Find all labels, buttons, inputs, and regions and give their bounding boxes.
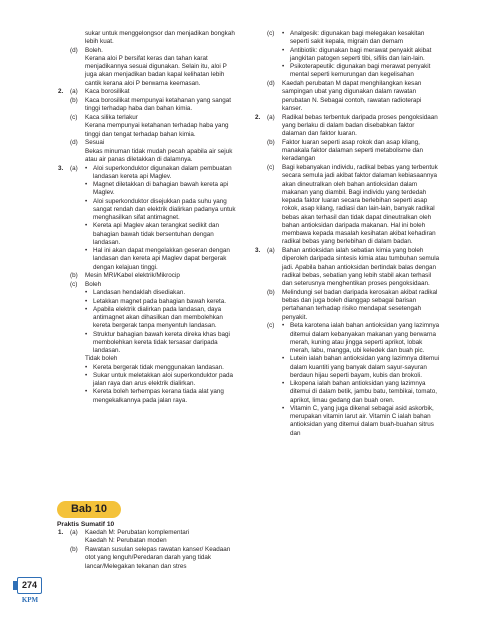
- list-item: • Likopena ialah bahan antioksidan yang lazimnya ditemui di dalam betik, jambu batu, tembikai, tomato, aprikot, limau gedang dan buah oren.: [282, 380, 440, 405]
- list-item: • Vitamin C, yang juga dikenal sebagai asid askorbik, merupakan vitamin larut air. Vitamin C ialah bahan antioksidan yang ditemui dalam buah-buahan sitrus dan: [282, 405, 440, 438]
- list-item: • Aloi superkonduktor digunakan dalam pembuatan landasan kereta api Maglev.: [85, 165, 240, 182]
- answer-3a: 3. (a) Bahan antioksidan ialah sebatian kimia yang boleh diperoleh daripada sintesis kimia atau tumbuhan semula jadi. Apabila bahan antioksidan bertindak balas dengan radikal bebas, sebatian yang lebih stabil akan terhasil dan seterusnya menghentikan proses pengoksidaan.: [255, 247, 440, 287]
- answer-2b: (b) Kaca borosilikat mempunyai ketahanan yang sangat tinggi terhadap haba dan bahan kimia.: [70, 97, 231, 113]
- answer-3b: (b) Melindungi sel badan daripada kerosakan akibat radikal bebas dan juga boleh dianggap sebagai barisan pertahanan terhadap risiko mendapat sesetengah penyakit.: [267, 288, 438, 321]
- list-item: • Hal ini akan dapat mengelakkan geseran dengan landasan dan kereta api Maglev dapat bergerak dengan kelajuan tinggi.: [85, 247, 240, 272]
- bullet-list: [282, 30, 440, 80]
- list-item: • Antibiotik: digunakan bagi merawat penyakit akibat jangkitan patogen seperti tibi, sifilis dan lain-lain.: [282, 47, 440, 64]
- answer-2c: (c) Kaca silika terlakur Kerana mempunyai ketahanan terhadap haba yang tinggi dan tengat terhadap bahan kimia.: [70, 114, 229, 138]
- answer-2a: 2. (a) Kaca borosilikat: [58, 88, 130, 96]
- list-item: • Landasan hendaklah disediakan.: [85, 289, 240, 297]
- list-item: • Analgesik: digunakan bagi melegakan kesakitan seperti sakit kepala, migrain dan demam: [282, 30, 440, 47]
- answer-1c: (c) • Analgesik: digunakan bagi melegakan kesakitan seperti sakit kepala, migrain dan demam • Antibiotik: digunakan bagi merawat penyakit akibat jangkitan patogen seperti tibi, sifilis dan lain-lain. • Psikoterapeutik: digunakan bagi merawat penyakit mental seperti kemurungan dan kegelisahan: [255, 30, 440, 80]
- left-column-section: [58, 529, 240, 571]
- answer-3c: (c) Boleh • Landasan hendaklah disediakan. • Letakkan magnet pada bahagian bawah kereta. • Apabila elektrik dialirkan pada landasan, daya antimagnet akan dihasilkan dan membolehkan kereta bergerak tanpa menyentuh landasan. • Struktur bahagian bawah kereta direka khas bagi membolehkan kereta tidak tersasar daripada landasan. Tidak boleh • Kereta bergerak tidak menggunakan landasan. • Sukar untuk meletakkan aloi superkonduktor pada jalan raya dan arus elektrik dialirkan. • Kereta boleh terhempas kerana tiada alat yang mengekalkannya pada jalan raya.: [58, 281, 240, 405]
- answer-3c: (c) • Beta karotena ialah bahan antioksidan yang lazimnya ditemui dalam kebanyakan makanan yang berwarna merah, kuning atau jingga seperti aprikot, lobak merah, labu, mangga, ubi keledek dan buah pic. • Lutein ialah bahan antioksidan yang lazimnya ditemui dalam kuantiti yang banyak dalam sayur-sayuran berdaun hijau seperti bayam, kubis dan brokoli. • Likopena ialah bahan antioksidan yang lazimnya ditemui di dalam betik, jambu batu, tembikai, tomato, aprikot, limau gedang dan buah oren. • Vitamin C, yang juga dikenal sebagai asid askorbik, merupakan vitamin larut air. Vitamin C ialah bahan antioksidan yang ditemui dalam buah-buahan sitrus dan: [255, 322, 440, 438]
- answer-2b: (b) Faktor luaran seperti asap rokok dan asap kilang, manakala faktor dalaman seperti metabolisme dan keradangan: [267, 138, 424, 163]
- publisher-logo: KPM: [21, 596, 39, 604]
- answer-1b: (b) Rawatan susulan selepas rawatan kanser/ Keadaan otot yang lenguh/Peredaran darah yang tidak lancar/Melegakan tekanan dan stres: [70, 546, 231, 570]
- list-item: • Beta karotena ialah bahan antioksidan yang lazimnya ditemui dalam kebanyakan makanan yang berwarna merah, kuning atau jingga seperti aprikot, lobak merah, labu, mangga, ubi keledek dan buah pic.: [282, 322, 440, 355]
- list-item: • Aloi superkonduktor disejukkan pada suhu yang sangat rendah dan elektrik dialirkan padanya untuk menghasilkan sifat antimagnet.: [85, 198, 240, 223]
- list-item: • Sukar untuk meletakkan aloi superkonduktor pada jalan raya dan arus elektrik dialirkan.: [85, 372, 240, 389]
- bullet-list: [85, 165, 240, 272]
- list-item: • Psikoterapeutik: digunakan bagi merawat penyakit mental seperti kemurungan dan kegelisahan: [282, 63, 440, 80]
- list-item: • Apabila elektrik dialirkan pada landasan, daya antimagnet akan dihasilkan dan membolehkan kereta bergerak tanpa menyentuh landasan.: [85, 306, 240, 331]
- bullet-list: [85, 289, 240, 355]
- answer-2c: (c) Bagi kebanyakan individu, radikal bebas yang terbentuk secara semula jadi akibat faktor dalaman kebiasaannya akan dineutralkan oleh bahan antioksidan dalam makanan yang diambil. Bagi individu yang terdedah kepada faktor luaran secara berlebihan seperti asap rokok, asap kilang, radiasi dan lain-lain, banyak radikal bebas akan terhasil dan tidak dapat dineutralkan oleh bahan antioksidan daripada makanan. Hal ini boleh membawa kepada masalah kesihatan akibat kehadiran radikal bebas yang berlebihan di dalam badan.: [267, 164, 438, 246]
- list-item: • Kereta api Maglev akan terangkat sedikit dan bahagian bawah tidak bersentuhan dengan landasan.: [85, 222, 240, 247]
- section-title: Praktis Sumatif 10: [57, 521, 115, 528]
- answer-1a: 1. (a) Kaedah M: Perubatan komplementari Kaedah N: Perubatan moden: [58, 529, 190, 545]
- page-number: 274: [17, 577, 42, 594]
- chapter-badge: Bab 10: [57, 501, 121, 518]
- list-item: • Kereta boleh terhempas kerana tiada alat yang mengekalkannya pada jalan raya.: [85, 388, 240, 405]
- answer-1d: (d) Boleh. Kerana aloi P bersifat keras dan tahan karat menjadikannya sesuai digunakan. Selain itu, aloi P juga akan menjadikan badan kapal kelihatan lebih cantik kerana aloi P berwarna keemasan.: [70, 46, 227, 87]
- answer-2d: (d) Sesuai Bekas minuman tidak mudah pecah apabila air sejuk atau air panas diletakkan di dalamnya.: [70, 139, 233, 163]
- answer-3a: 3. (a) • Aloi superkonduktor digunakan dalam pembuatan landasan kereta api Maglev. • Magnet diletakkan di bahagian bawah kereta api Maglev. • Aloi superkonduktor disejukkan pada suhu yang sangat rendah dan elektrik dialirkan padanya untuk menghasilkan sifat antimagnet. • Kereta api Maglev akan terangkat sedikit dan bahagian bawah tidak bersentuhan dengan landasan. • Hal ini akan dapat mengelakkan geseran dengan landasan dan kereta api Maglev dapat bergerak dengan kelajuan tinggi.: [58, 165, 240, 272]
- list-item: • Letakkan magnet pada bahagian bawah kereta.: [85, 298, 240, 306]
- answer-text: sukar untuk menggelongsor dan menjadikan bongkah lebih kuat.: [85, 30, 235, 46]
- right-column: [255, 30, 440, 438]
- list-item: • Lutein ialah bahan antioksidan yang lazimnya ditemui dalam kuantiti yang banyak dalam sayur-sayuran berdaun hijau seperti bayam, kubis dan brokoli.: [282, 355, 440, 380]
- bullet-list: [85, 364, 240, 405]
- left-column: [58, 30, 240, 405]
- list-item: • Kereta bergerak tidak menggunakan landasan.: [85, 364, 240, 372]
- bullet-list: [282, 322, 440, 438]
- answer-1d: (d) Kaedah perubatan M dapat menghilangkan kesan sampingan ubat yang digunakan dalam rawatan perubatan N. Sebagai contoh, rawatan radioterapi kanser.: [267, 80, 422, 112]
- list-item: • Struktur bahagian bawah kereta direka khas bagi membolehkan kereta tidak tersasar daripada landasan.: [85, 331, 240, 356]
- list-item: • Magnet diletakkan di bahagian bawah kereta api Maglev.: [85, 181, 240, 198]
- answer-3b: (b) Mesin MRI/Kabel elektrik/Mikrocip: [70, 272, 180, 280]
- answer-2a: 2. (a) Radikal bebas terbentuk daripada proses pengoksidaan yang berlaku di dalam badan disebabkan faktor dalaman dan faktor luaran.: [255, 113, 438, 137]
